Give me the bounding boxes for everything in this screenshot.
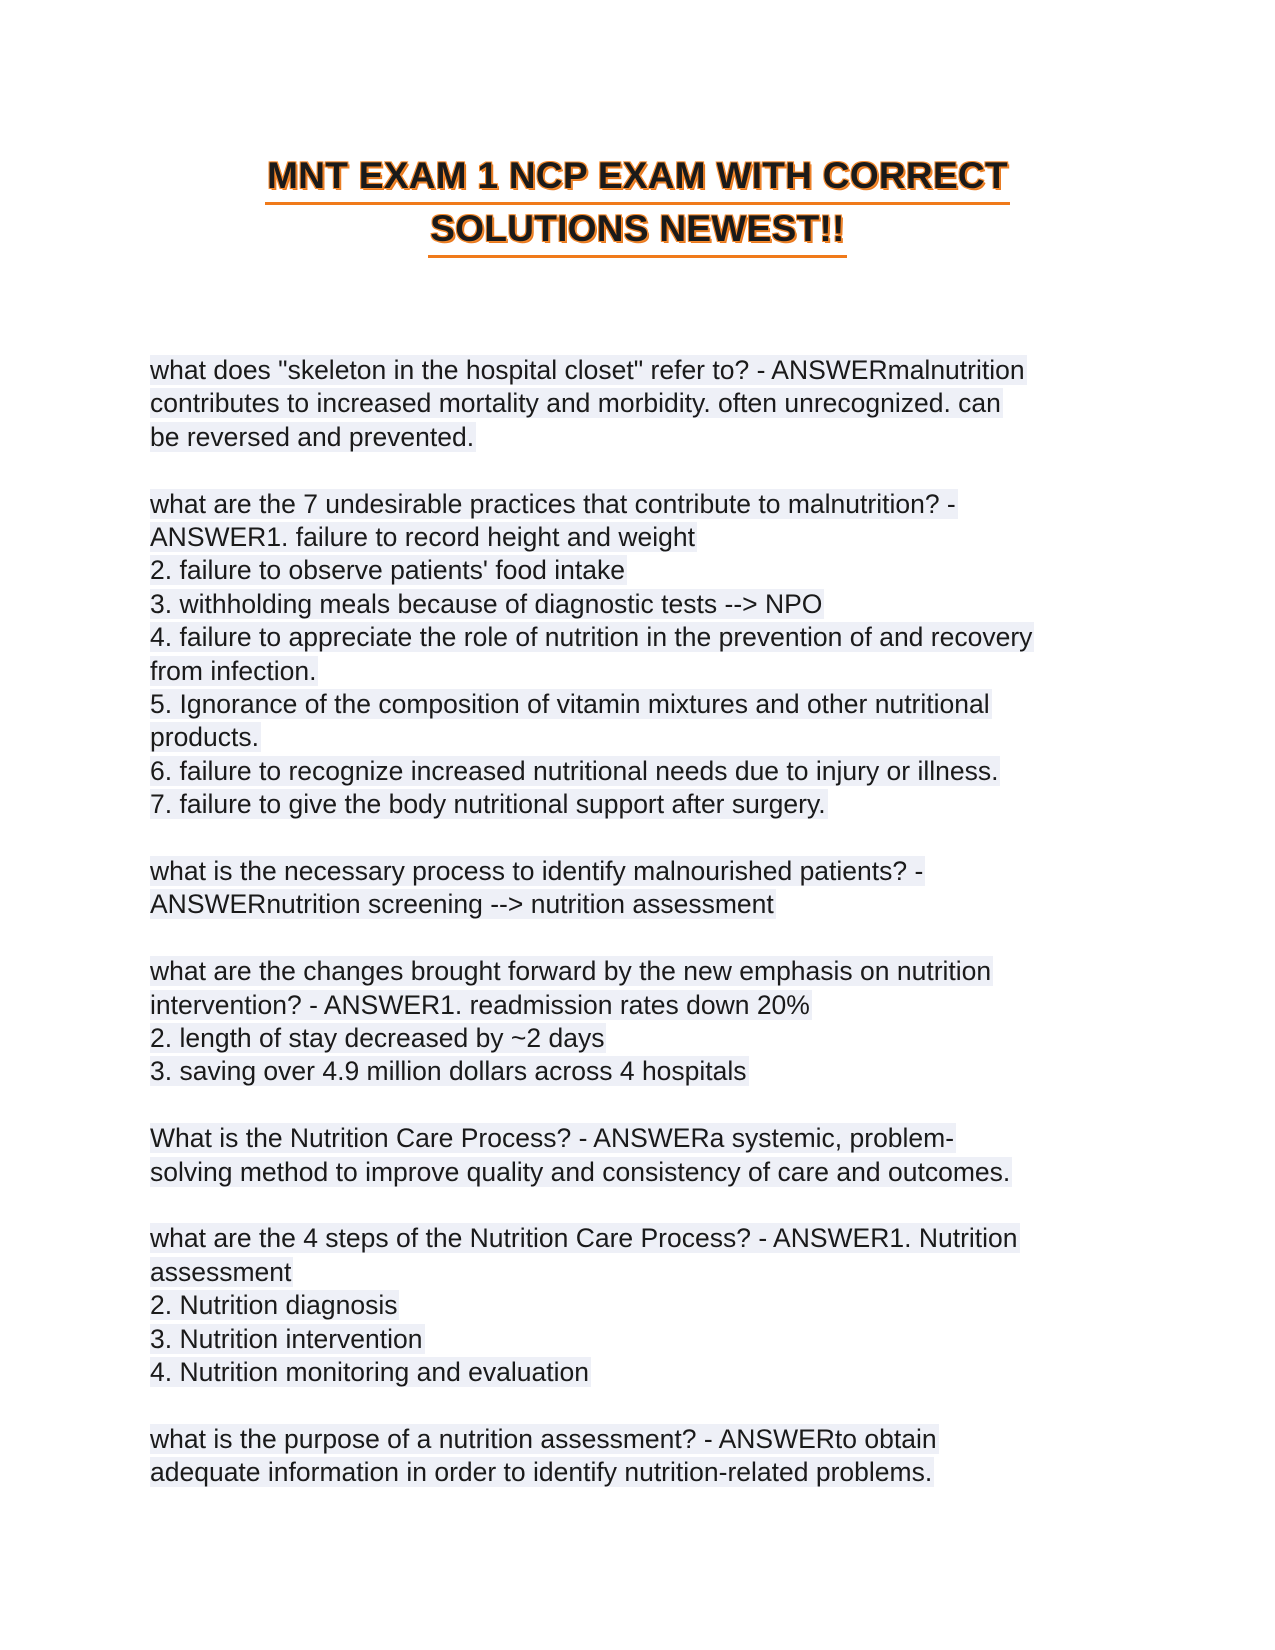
qa-line: 4. failure to appreciate the role of nutrition in the prevention of and recovery: [150, 622, 1033, 653]
title-line-1: MNT EXAM 1 NCP EXAM WITH CORRECT: [265, 150, 1010, 205]
qa-line: 3. saving over 4.9 million dollars across 4 hospitals: [150, 1056, 747, 1087]
qa-line: ANSWERnutrition screening --> nutrition assessment: [150, 889, 774, 920]
title-line-2: SOLUTIONS NEWEST!!: [428, 203, 846, 258]
qa-line: solving method to improve quality and consistency of care and outcomes.: [150, 1156, 1011, 1187]
qa-line: 2. failure to observe patients' food intake: [150, 555, 625, 586]
qa-line: what are the changes brought forward by the new emphasis on nutrition: [150, 956, 992, 987]
document-title: [0, 150, 1275, 256]
qa-line: 2. Nutrition diagnosis: [150, 1290, 398, 1321]
qa-item-6: [150, 1222, 1135, 1389]
qa-line: adequate information in order to identify nutrition-related problems.: [150, 1457, 933, 1488]
qa-item-1: [150, 354, 1135, 454]
qa-line: What is the Nutrition Care Process? - ANSWERa systemic, problem-: [150, 1123, 955, 1154]
qa-line: products.: [150, 722, 260, 753]
qa-line: 3. Nutrition intervention: [150, 1323, 423, 1354]
qa-line: assessment: [150, 1256, 292, 1287]
qa-line: 7. failure to give the body nutritional support after surgery.: [150, 789, 826, 820]
qa-line: ANSWER1. failure to record height and weight: [150, 522, 695, 553]
qa-line: what is the purpose of a nutrition assessment? - ANSWERto obtain: [150, 1423, 937, 1454]
qa-line: 4. Nutrition monitoring and evaluation: [150, 1357, 589, 1388]
qa-item-4: [150, 955, 1135, 1089]
qa-line: 3. withholding meals because of diagnostic tests --> NPO: [150, 588, 823, 619]
qa-line: what is the necessary process to identify malnourished patients? -: [150, 856, 924, 887]
qa-line: be reversed and prevented.: [150, 421, 475, 452]
qa-item-5: [150, 1122, 1135, 1189]
qa-item-7: [150, 1423, 1135, 1490]
qa-line: what are the 4 steps of the Nutrition Care Process? - ANSWER1. Nutrition: [150, 1223, 1018, 1254]
qa-line: 5. Ignorance of the composition of vitamin mixtures and other nutritional: [150, 689, 990, 720]
qa-line: 2. length of stay decreased by ~2 days: [150, 1023, 605, 1054]
qa-line: what are the 7 undesirable practices that contribute to malnutrition? -: [150, 488, 956, 519]
qa-line: 6. failure to recognize increased nutritional needs due to injury or illness.: [150, 755, 999, 786]
qa-item-2: [150, 488, 1135, 822]
qa-line: contributes to increased mortality and morbidity. often unrecognized. can: [150, 388, 1001, 419]
qa-line: from infection.: [150, 655, 317, 686]
qa-item-3: [150, 855, 1135, 922]
qa-line: what does "skeleton in the hospital closet" refer to? - ANSWERmalnutrition: [150, 355, 1025, 385]
qa-list: [150, 354, 1135, 1523]
qa-line: intervention? - ANSWER1. readmission rates down 20%: [150, 989, 810, 1020]
